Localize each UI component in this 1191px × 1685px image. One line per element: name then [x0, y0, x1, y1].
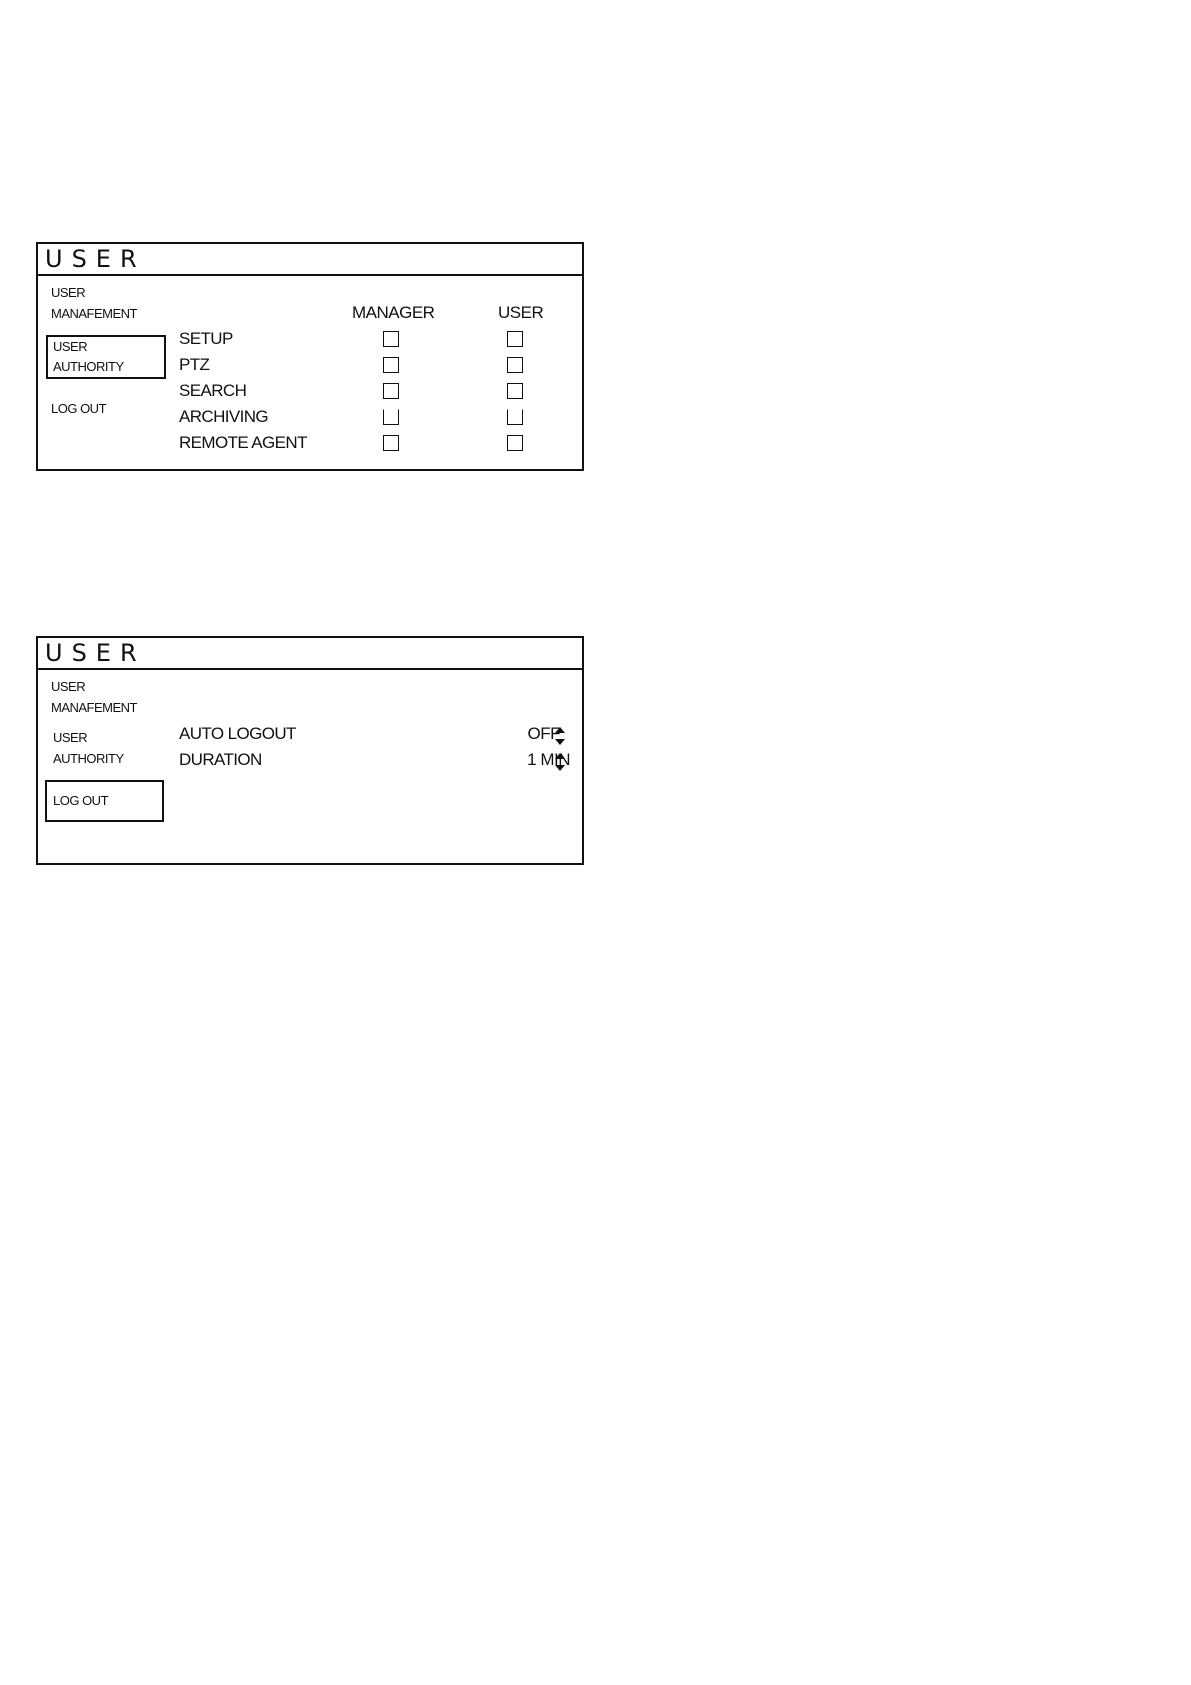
setting-label-auto-logout: AUTO LOGOUT: [179, 724, 296, 743]
arrow-down-icon[interactable]: [555, 765, 565, 771]
column-header-manager: MANAGER: [352, 303, 435, 322]
remote-agent-manager-checkbox[interactable]: [383, 435, 399, 451]
arrow-down-icon[interactable]: [555, 739, 565, 745]
arrow-up-icon[interactable]: [555, 753, 565, 759]
search-user-checkbox[interactable]: [507, 383, 523, 399]
setup-manager-checkbox[interactable]: [383, 331, 399, 347]
auto-logout-value: OFF: [527, 724, 560, 743]
panel-body: [38, 670, 582, 863]
panel-title: USER: [38, 244, 582, 276]
duration-spinner[interactable]: [554, 752, 566, 772]
ptz-manager-checkbox[interactable]: [383, 357, 399, 373]
sidebar-item-user-authority[interactable]: USER AUTHORITY: [53, 730, 124, 766]
permission-label-archiving: ARCHIVING: [179, 407, 269, 426]
permission-label-setup: SETUP: [179, 329, 233, 348]
setup-user-checkbox[interactable]: [507, 331, 523, 347]
ptz-user-checkbox[interactable]: [507, 357, 523, 373]
sidebar-item-user-management[interactable]: USER MANAFEMENT: [51, 285, 137, 321]
sidebar-item-log-out[interactable]: LOG OUT: [51, 401, 107, 416]
column-header-user: USER: [498, 303, 544, 322]
panel-title: USER: [38, 638, 582, 670]
permission-label-ptz: PTZ: [179, 355, 210, 374]
user-authority-panel: [36, 242, 584, 471]
log-out-panel: [36, 636, 584, 865]
remote-agent-user-checkbox[interactable]: [507, 435, 523, 451]
auto-logout-spinner[interactable]: [554, 726, 566, 746]
sidebar-item-user-management[interactable]: USER MANAFEMENT: [51, 679, 137, 715]
permission-label-search: SEARCH: [179, 381, 247, 400]
permission-label-remote-agent: REMOTE AGENT: [179, 433, 307, 452]
archiving-manager-checkbox[interactable]: [383, 409, 399, 425]
arrow-up-icon[interactable]: [555, 727, 565, 733]
duration-value: 1 MIN: [527, 750, 570, 769]
sidebar-item-user-authority[interactable]: USER AUTHORITY: [46, 335, 166, 379]
search-manager-checkbox[interactable]: [383, 383, 399, 399]
sidebar-item-log-out[interactable]: LOG OUT: [45, 780, 164, 822]
setting-label-duration: DURATION: [179, 750, 262, 769]
archiving-user-checkbox[interactable]: [507, 409, 523, 425]
panel-body: [38, 276, 582, 469]
